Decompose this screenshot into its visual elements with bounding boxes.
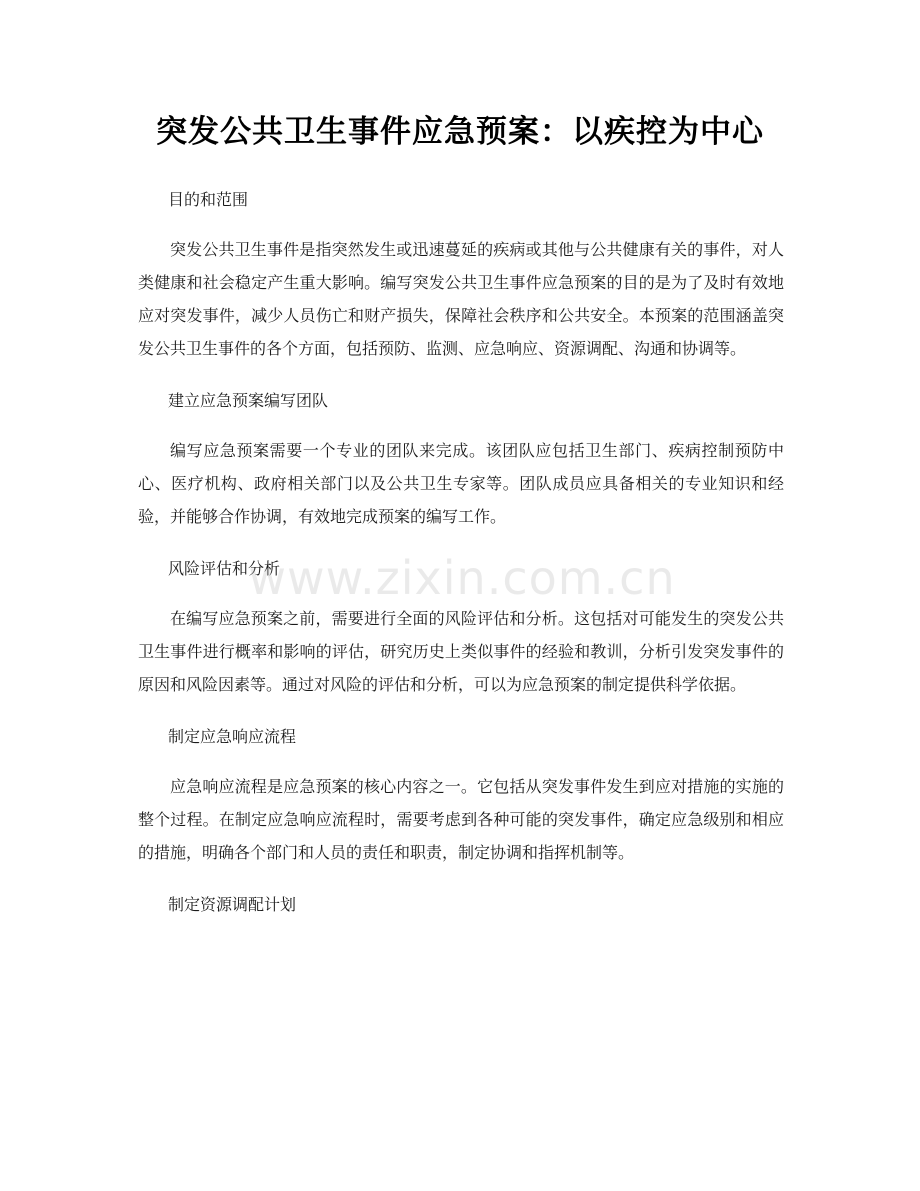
section-heading-risk: 风险评估和分析 xyxy=(168,559,281,578)
document-body xyxy=(138,178,784,927)
section-paragraph-risk: 在编写应急预案之前，需要进行全面的风险评估和分析。这包括对可能发生的突发公共卫生事件进行概率和影响的评估，研究历史上类似事件的经验和教训，分析引发突发事件的原因和风险因素等。通过对风险的评估和分析，可以为应急预案的制定提供科学依据。 xyxy=(138,609,784,694)
section-heading-response-flow: 制定应急响应流程 xyxy=(168,727,297,746)
section-heading-team: 建立应急预案编写团队 xyxy=(168,391,329,410)
section-heading-resources: 制定资源调配计划 xyxy=(168,895,297,914)
document-title: 突发公共卫生事件应急预案：以疾控为中心 xyxy=(156,114,764,150)
section-paragraph-team: 编写应急预案需要一个专业的团队来完成。该团队应包括卫生部门、疾病控制预防中心、医疗机构、政府相关部门以及公共卫生专家等。团队成员应具备相关的专业知识和经验，并能够合作协调，有效地完成预案的编写工作。 xyxy=(138,441,784,526)
watermark: www.zixin.com.cn xyxy=(248,551,676,605)
section-paragraph-purpose-scope: 突发公共卫生事件是指突然发生或迅速蔓延的疾病或其他与公共健康有关的事件，对人类健康和社会稳定产生重大影响。编写突发公共卫生事件应急预案的目的是为了及时有效地应对突发事件，减少人员伤亡和财产损失，保障社会秩序和公共安全。本预案的范围涵盖突发公共卫生事件的各个方面，包括预防、监测、应急响应、资源调配、沟通和协调等。 xyxy=(138,240,784,358)
section-paragraph-response-flow: 应急响应流程是应急预案的核心内容之一。它包括从突发事件发生到应对措施的实施的整个过程。在制定应急响应流程时，需要考虑到各种可能的突发事件，确定应急级别和相应的措施，明确各个部门和人员的责任和职责，制定协调和指挥机制等。 xyxy=(138,777,784,862)
section-heading-purpose-scope: 目的和范围 xyxy=(168,190,249,209)
